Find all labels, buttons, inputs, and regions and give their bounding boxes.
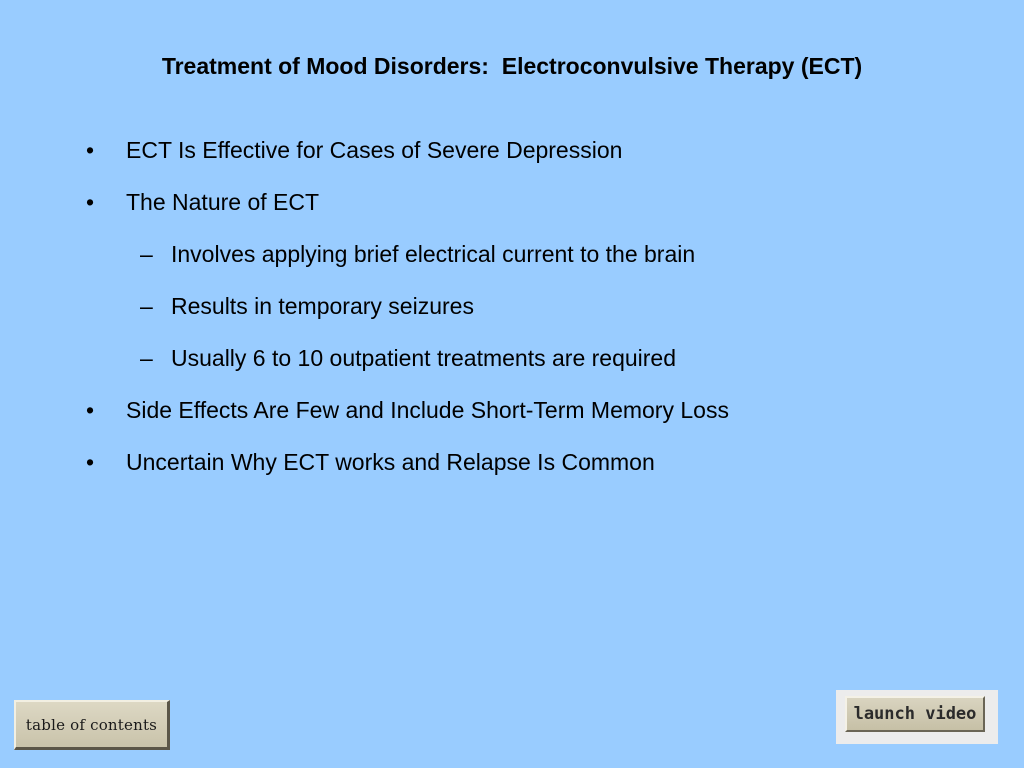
sub-bullet-text: Results in temporary seizures bbox=[171, 293, 474, 319]
bullet-text: Side Effects Are Few and Include Short-Term Memory Loss bbox=[126, 397, 729, 423]
list-item bbox=[0, 390, 1024, 442]
sub-bullet-text: Usually 6 to 10 outpatient treatments are required bbox=[171, 345, 677, 371]
dash-marker: – bbox=[140, 345, 153, 371]
bullet-list bbox=[0, 130, 1024, 494]
bullet-text: The Nature of ECT bbox=[126, 189, 320, 215]
list-item bbox=[0, 338, 1024, 390]
bullet-text: Uncertain Why ECT works and Relapse Is Common bbox=[126, 449, 655, 475]
table-of-contents-label: table of contents bbox=[25, 715, 158, 734]
bullet-text: ECT Is Effective for Cases of Severe Depression bbox=[126, 137, 623, 163]
list-item bbox=[0, 130, 1024, 182]
table-of-contents-button[interactable] bbox=[14, 700, 170, 750]
launch-video-label: launch video bbox=[853, 704, 977, 724]
dash-marker: – bbox=[140, 241, 153, 267]
list-item bbox=[0, 234, 1024, 286]
dash-marker: – bbox=[140, 293, 153, 319]
launch-video-button[interactable] bbox=[845, 696, 985, 732]
bullet-marker: • bbox=[86, 137, 95, 163]
list-item bbox=[0, 286, 1024, 338]
list-item bbox=[0, 182, 1024, 234]
list-item bbox=[0, 442, 1024, 494]
bullet-marker: • bbox=[86, 189, 95, 215]
bullet-marker: • bbox=[86, 397, 95, 423]
sub-bullet-text: Involves applying brief electrical current to the brain bbox=[171, 241, 696, 267]
bullet-marker: • bbox=[86, 449, 95, 475]
slide-title: Treatment of Mood Disorders: Electroconvulsive Therapy (ECT) bbox=[161, 53, 863, 79]
